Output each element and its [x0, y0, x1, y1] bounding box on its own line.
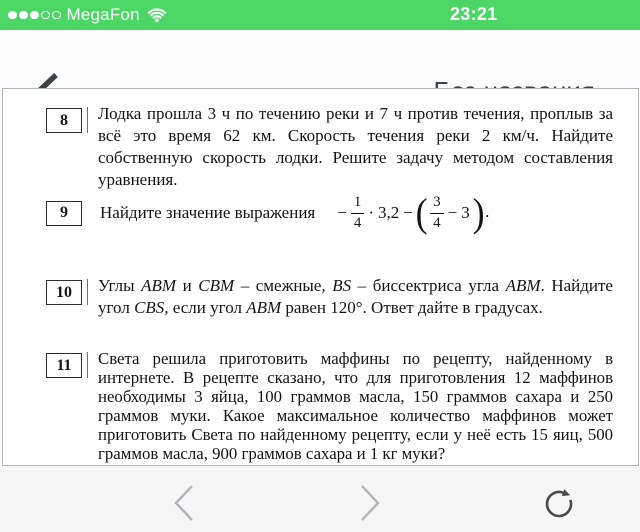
problem-number-box: 9 — [46, 201, 82, 226]
navigation-bar — [0, 30, 640, 88]
minus-sign: − — [447, 203, 458, 222]
wifi-icon — [146, 7, 168, 23]
minus-sign: − — [403, 203, 413, 222]
close-paren: ) — [472, 190, 485, 235]
multiply-dot: · — [368, 203, 374, 222]
document-page[interactable] — [2, 88, 639, 466]
signal-strength-dots — [8, 11, 61, 20]
signal-dot — [52, 11, 61, 20]
history-forward-button[interactable] — [358, 483, 382, 526]
math-expression: − $\frac{1}{4}$ · 3,2 − ( $\frac{3}{4}$ − 3 ) . — [337, 190, 490, 235]
fraction: $\frac{3}{4}$ — [430, 194, 444, 232]
reload-icon — [540, 511, 578, 526]
status-bar — [0, 0, 640, 30]
problem-number-box: 11 — [46, 353, 82, 378]
chevron-left-icon — [172, 511, 196, 526]
fraction: $\frac{1}{4}$ — [351, 194, 365, 232]
signal-dot — [8, 11, 17, 20]
signal-dot — [19, 11, 28, 20]
chevron-right-icon — [358, 511, 382, 526]
problem-text: Найдите значение выражения — [100, 203, 316, 222]
history-back-button[interactable] — [172, 483, 196, 526]
problem-text: Лодка прошла 3 ч по течению реки и 7 ч против течения, проплыв за всё это время 62 км. Скорость течения реки 2 км/ч. Найдите собственную скорость лодки. Решите задачу методом составления уравнения. — [98, 104, 613, 189]
signal-dot — [30, 11, 39, 20]
problem-number-box: 10 — [46, 280, 82, 305]
minus-sign: − — [337, 203, 347, 222]
signal-dot — [41, 11, 50, 20]
clock-time: 23:21 — [450, 4, 498, 24]
open-paren: ( — [415, 190, 428, 235]
problem-number-box: 8 — [46, 108, 82, 133]
carrier-name: MegaFon — [66, 5, 140, 24]
reload-button[interactable] — [540, 483, 578, 526]
problem-text: Света решила приготовить маффины по рецепту, найденному в интернете. В рецепте сказано, что для приготовления 12 маффинов необходимы 3 яйца, 100 граммов масла, 150 граммов сахара и 250 граммов муки. Какое максимальное количество маффинов может приготовить Света по найденному рецепту, если у неё есть 15 яиц, 500 граммов масла, 900 граммов сахара и 1 кг муки? — [98, 349, 613, 463]
divider-tick — [87, 352, 88, 378]
divider-tick — [87, 107, 88, 133]
problem-text: Углы ABM и CBM – смежные, BS – биссектриса угла ABM. Найдите угол CBS, если угол ABM равен 120°. Ответ дайте в градусах. — [98, 276, 613, 317]
problem-9 — [46, 185, 489, 241]
divider-tick — [87, 279, 88, 305]
